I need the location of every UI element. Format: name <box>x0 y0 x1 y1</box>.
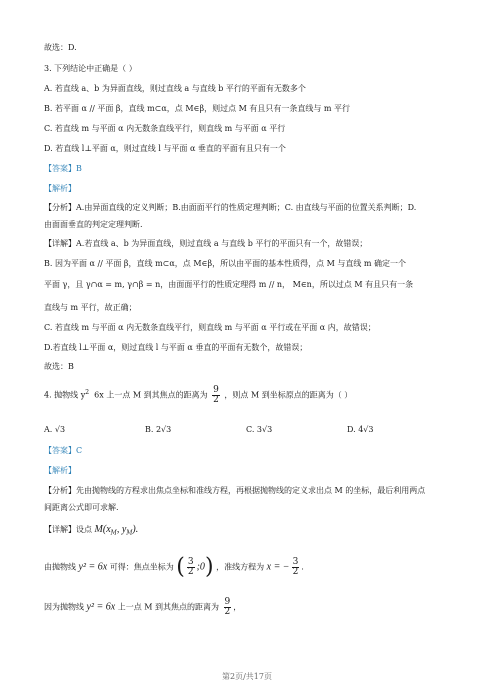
detail-text: 【详解】设点 $M(x_M$, $y_M$). <box>44 524 139 537</box>
fraction: $\frac{3}{2}$ <box>187 557 194 577</box>
question-3-option-c: C. 若直线 m 与平面 α 内无数条直线平行，则直线 m 与平面 α 平行 <box>44 124 286 133</box>
detail-text: B. 因为平面 α // 平面 β，直线 m⊂α，点 M∈β，所以由平面的基本性质得，点 M 与直线 m 确定一个 <box>44 259 407 268</box>
text-line: 故选：B <box>44 362 74 371</box>
question-3-option-d: D. 若直线 l⊥平面 α，则过直线 l 与平面 α 垂直的平面有且只有一个 <box>44 144 286 153</box>
question-3-stem: 3. 下列结论中正确是（ ） <box>44 64 137 73</box>
fraction: $\frac{9}{2}$ <box>213 385 219 405</box>
question-4-option-c: C. 3√3 <box>246 425 273 434</box>
analysis-tag: 【解析】 <box>44 184 76 193</box>
detail-text: 直线与 m 平行，故正确； <box>44 303 137 312</box>
question-3-option-b: B. 若平面 α // 平面 β，直线 m⊂α，点 M∈β，则过点 M 有且只有一条直线与 m 平行 <box>44 104 351 113</box>
detail-text: D.若直线 l⊥平面 α，则过直线 l 与平面 α 垂直的平面有无数个，故错误； <box>44 343 308 352</box>
analysis-text: 【分析】A.由异面直线的定义判断；B.由面面平行的性质定理判断；C. 由直线与平面的位置关系判断；D. <box>44 203 417 212</box>
fraction: $\frac{3}{2}$ <box>292 557 299 577</box>
question-4-stem: 4. 抛物线 $y^2$ 6x 上一点 M 到其焦点的距离为 $\frac{9}{2}$ ，则点 M 到坐标原点的距离为（ ） <box>44 385 353 405</box>
page-footer: 第2页/共17页 <box>222 672 272 681</box>
detail-text: 由抛物线 y² = 6x 可得：焦点坐标为 ( $\frac{3}{2}$ ;0) ，准线方程为 x = − $\frac{3}{2}$ . <box>44 554 304 580</box>
detail-text: C. 若直线 m 与平面 α 内无数条直线平行，则直线 m 与平面 α 平行或在平面 α 内，故错误； <box>44 323 376 332</box>
question-4-option-a: A. √3 <box>44 425 66 434</box>
fraction: $\frac{9}{2}$ <box>224 597 231 617</box>
answer-tag: 【答案】B <box>44 164 82 173</box>
detail-text: 平面 γ，且 γ∩α = m, γ∩β = n，由面面平行的性质定理得 m // n， M∈n，所以过点 M 有且只有一条 <box>44 280 414 289</box>
detail-text: 因为抛物线 y² = 6x 上一点 M 到其焦点的距离为 $\frac{9}{2}$ ， <box>44 597 242 617</box>
answer-tag: 【答案】C <box>44 446 83 455</box>
analysis-text: 由面面垂直的判定定理判断. <box>44 220 143 229</box>
text-line: 故选：D. <box>44 43 77 52</box>
analysis-text: 【分析】先由抛物线的方程求出焦点坐标和准线方程，再根据抛物线的定义求出点 M 的坐标，最后利用两点 <box>44 486 426 495</box>
question-4-option-d: D. 4√3 <box>347 425 374 434</box>
question-3-option-a: A. 若直线 a、b 为异面直线，则过直线 a 与直线 b 平行的平面有无数多个 <box>44 84 306 93</box>
analysis-tag: 【解析】 <box>44 466 76 475</box>
analysis-text: 间距离公式即可求解. <box>44 503 119 512</box>
detail-text: 【详解】A.若直线 a、b 为异面直线，则过直线 a 与直线 b 平行的平面只有一个，故错误； <box>44 239 368 248</box>
question-4-option-b: B. 2√3 <box>145 425 172 434</box>
